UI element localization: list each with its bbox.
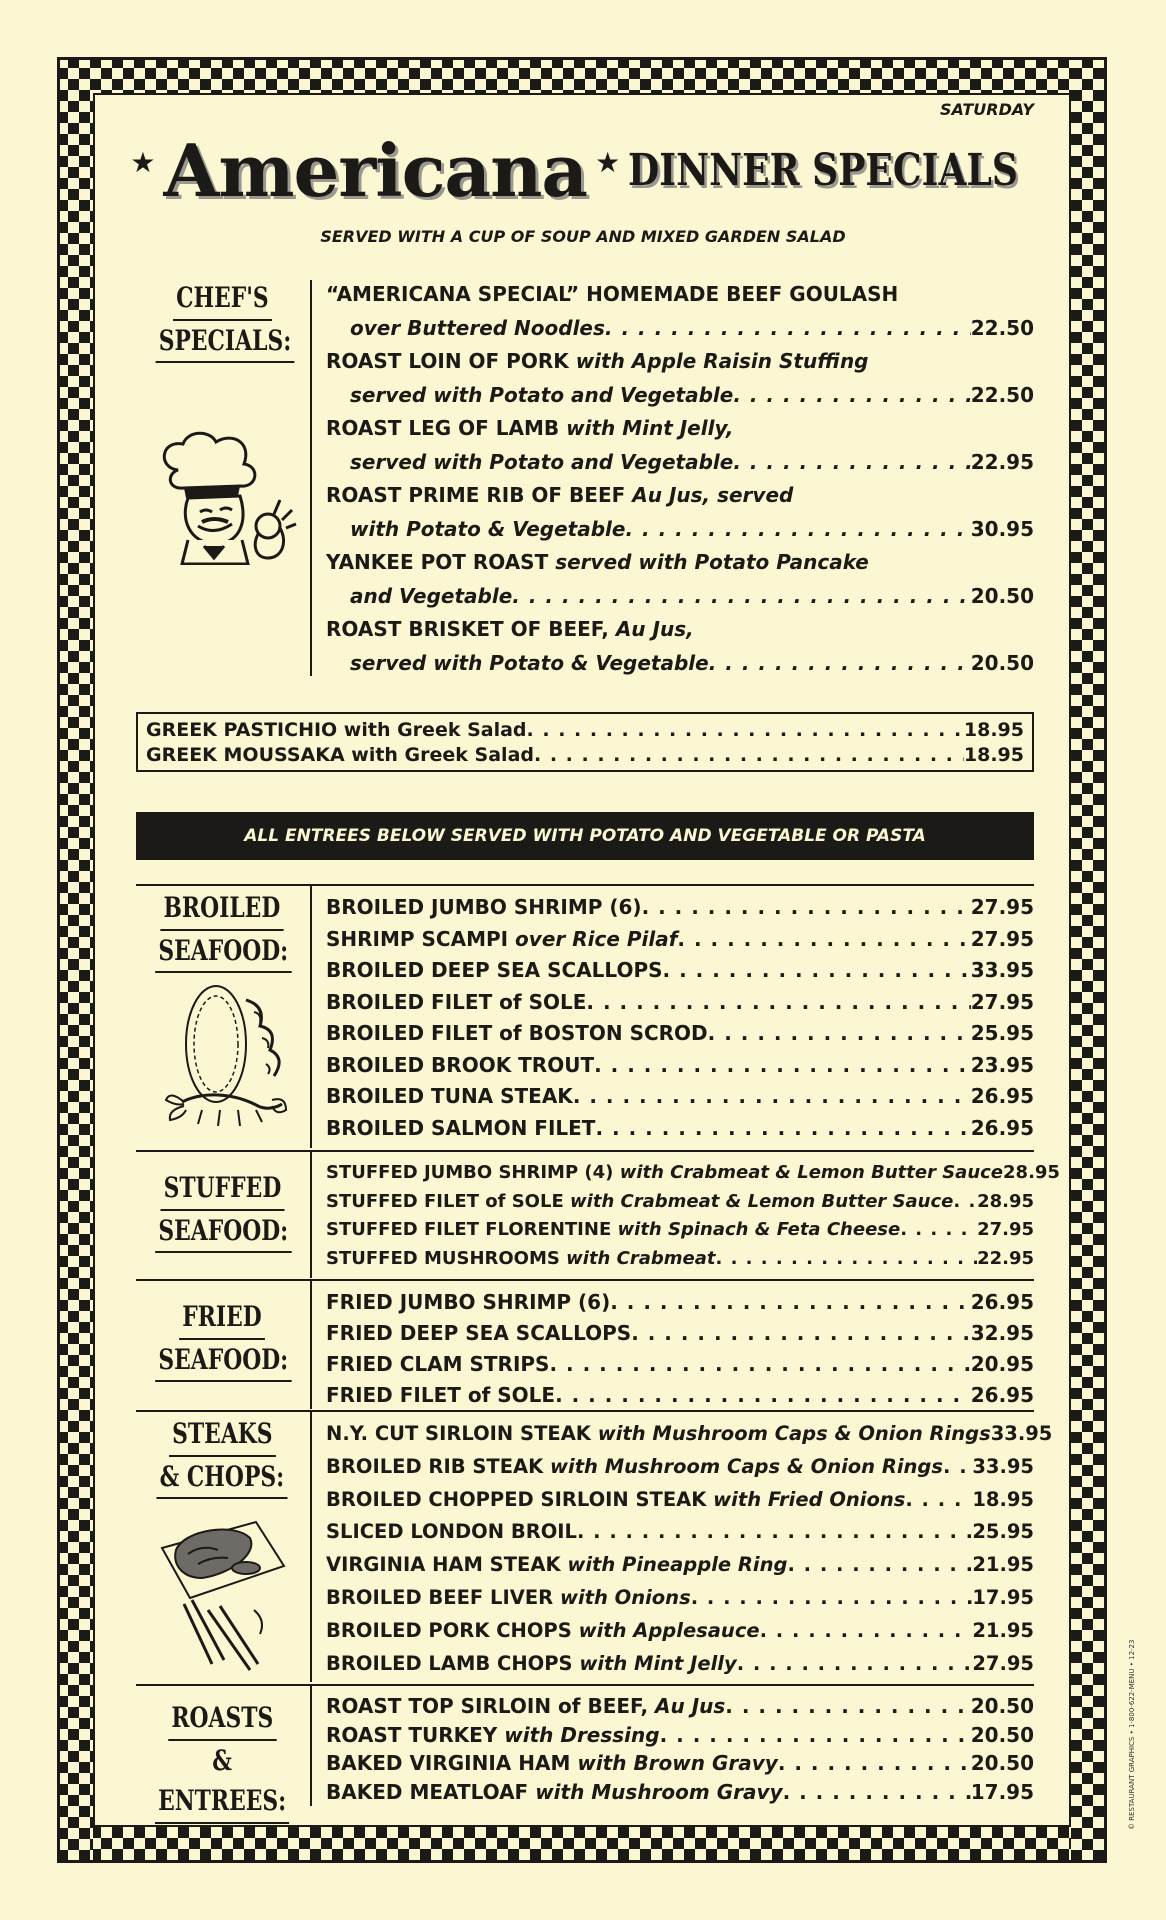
star-icon: ★: [130, 146, 156, 179]
list-item: FRIED JUMBO SHRIMP (6) . . . 26.95: [326, 1287, 1034, 1318]
list-item: BROILED FILET of SOLE . . . 27.95: [326, 987, 1034, 1019]
section-label: CHEF'S SPECIALS:: [136, 278, 308, 363]
chefs-specials-section: [136, 278, 1034, 678]
list-item: N.Y. CUT SIRLOIN STEAK with Mushroom Caps & Onion Rings 33.95: [326, 1422, 1053, 1445]
list-item: with Potato & Vegetable . . . 30.95: [326, 513, 1034, 547]
list-item: BAKED VIRGINIA HAM with Brown Gravy . . . 20.50: [326, 1749, 1034, 1778]
list-item: over Buttered Noodles . . . 22.50: [326, 312, 1034, 346]
day-label: SATURDAY: [939, 100, 1034, 119]
list-item: served with Potato & Vegetable . . . 20.50: [326, 647, 1034, 681]
item-title: ROAST LOIN OF PORK with Apple Raisin Stuffing: [326, 349, 869, 373]
item-title: “AMERICANA SPECIAL” HOMEMADE BEEF GOULASH: [326, 282, 899, 306]
list-item: BROILED SALMON FILET . . . 26.95: [326, 1113, 1034, 1145]
section-label: BROILED SEAFOOD:: [136, 888, 308, 973]
list-item: BROILED TUNA STEAK . . . 26.95: [326, 1081, 1034, 1113]
item-title: ROAST PRIME RIB OF BEEF Au Jus, served: [326, 483, 794, 507]
list-item: BROILED DEEP SEA SCALLOPS . . . 33.95: [326, 955, 1034, 987]
list-item: BROILED RIB STEAK with Mushroom Caps & Onion Rings . . . 33.95: [326, 1451, 1034, 1484]
title-sub: DINNER SPECIALS: [628, 145, 1019, 196]
list-item: BROILED BEEF LIVER with Onions . . . 17.95: [326, 1582, 1034, 1615]
list-item: ROAST TOP SIRLOIN of BEEF, Au Jus . . . 20.50: [326, 1692, 1034, 1721]
divider: [310, 1412, 312, 1682]
steak-board-icon: [154, 1514, 294, 1674]
list-item: GREEK PASTICHIO with Greek Salad . . . 18.95: [146, 718, 1024, 743]
list-item: BROILED BROOK TROUT . . . 23.95: [326, 1050, 1034, 1082]
list-item: BROILED FILET of BOSTON SCROD . . . 25.95: [326, 1018, 1034, 1050]
list-item: BROILED JUMBO SHRIMP (6) . . . 27.95: [326, 892, 1034, 924]
list-item: GREEK MOUSSAKA with Greek Salad . . . 18.95: [146, 743, 1024, 768]
chef-illustration-icon: [148, 430, 298, 565]
list-item: BROILED PORK CHOPS with Applesauce . . . 21.95: [326, 1615, 1034, 1648]
list-item: SLICED LONDON BROIL . . . 25.95: [326, 1516, 1034, 1549]
list-item: BAKED MEATLOAF with Mushroom Gravy . . . 17.95: [326, 1778, 1034, 1807]
list-item: FRIED CLAM STRIPS . . . 20.95: [326, 1349, 1034, 1380]
list-item: STUFFED MUSHROOMS with Crabmeat . . . 22.95: [326, 1245, 1034, 1274]
chefs-items: [326, 278, 1034, 680]
divider: [310, 1686, 312, 1806]
steaks-items: [326, 1418, 1053, 1680]
broiled-seafood-section: [136, 886, 1034, 1148]
list-item: STUFFED JUMBO SHRIMP (4) with Crabmeat & Lemon Butter Sauce 28.95: [326, 1162, 1060, 1183]
item-title: ROAST BRISKET OF BEEF, Au Jus,: [326, 617, 694, 641]
list-item: served with Potato and Vegetable . . . 22.50: [326, 379, 1034, 413]
broiled-items: [326, 892, 1034, 1144]
greek-box: [136, 712, 1034, 772]
steaks-chops-section: [136, 1412, 1053, 1682]
fried-items: [326, 1287, 1034, 1411]
star-icon: ★: [595, 146, 621, 179]
section-label: ROASTS & ENTREES:: [136, 1698, 308, 1824]
list-item: STUFFED FILET of SOLE with Crabmeat & Lemon Butter Sauce . . . 28.95: [326, 1188, 1034, 1217]
divider: [310, 1152, 312, 1278]
lobster-shrimp-platter-icon: [162, 982, 292, 1142]
divider: [310, 1281, 312, 1409]
divider: [310, 280, 312, 676]
credit-text: © RESTAURANT GRAPHICS • 1-800-622-MENU • 12-23: [1128, 1639, 1136, 1830]
list-item: FRIED DEEP SEA SCALLOPS . . . 32.95: [326, 1318, 1034, 1349]
list-item: FRIED FILET of SOLE . . . 26.95: [326, 1380, 1034, 1411]
menu-title: [0, 128, 1166, 213]
list-item: SHRIMP SCAMPI over Rice Pilaf . . . 27.95: [326, 924, 1034, 956]
list-item: served with Potato and Vegetable . . . 22.95: [326, 446, 1034, 480]
list-item: and Vegetable . . . 20.50: [326, 580, 1034, 614]
list-item: STUFFED FILET FLORENTINE with Spinach & Feta Cheese . . . 27.95: [326, 1216, 1034, 1245]
entrees-banner: ALL ENTREES BELOW SERVED WITH POTATO AND VEGETABLE OR PASTA: [136, 812, 1034, 860]
section-label: STUFFED SEAFOOD:: [136, 1168, 308, 1253]
fried-seafood-section: [136, 1281, 1034, 1409]
item-title: ROAST LEG OF LAMB with Mint Jelly,: [326, 416, 734, 440]
title-main: Americana: [163, 128, 588, 213]
item-title: YANKEE POT ROAST served with Potato Pancake: [326, 550, 869, 574]
divider: [310, 886, 312, 1148]
section-label: FRIED SEAFOOD:: [136, 1297, 308, 1382]
list-item: ROAST TURKEY with Dressing . . . 20.50: [326, 1721, 1034, 1750]
section-label: STEAKS & CHOPS:: [136, 1414, 308, 1499]
stuffed-seafood-section: [136, 1152, 1060, 1278]
roasts-entrees-section: [136, 1686, 1034, 1818]
roasts-items: [326, 1692, 1034, 1806]
stuffed-items: [326, 1159, 1060, 1273]
list-item: VIRGINIA HAM STEAK with Pineapple Ring . . . 21.95: [326, 1549, 1034, 1582]
list-item: BROILED CHOPPED SIRLOIN STEAK with Fried Onions . . . 18.95: [326, 1484, 1034, 1517]
subtitle: SERVED WITH A CUP OF SOUP AND MIXED GARDEN SALAD: [320, 227, 846, 246]
list-item: BROILED LAMB CHOPS with Mint Jelly . . . 27.95: [326, 1648, 1034, 1681]
